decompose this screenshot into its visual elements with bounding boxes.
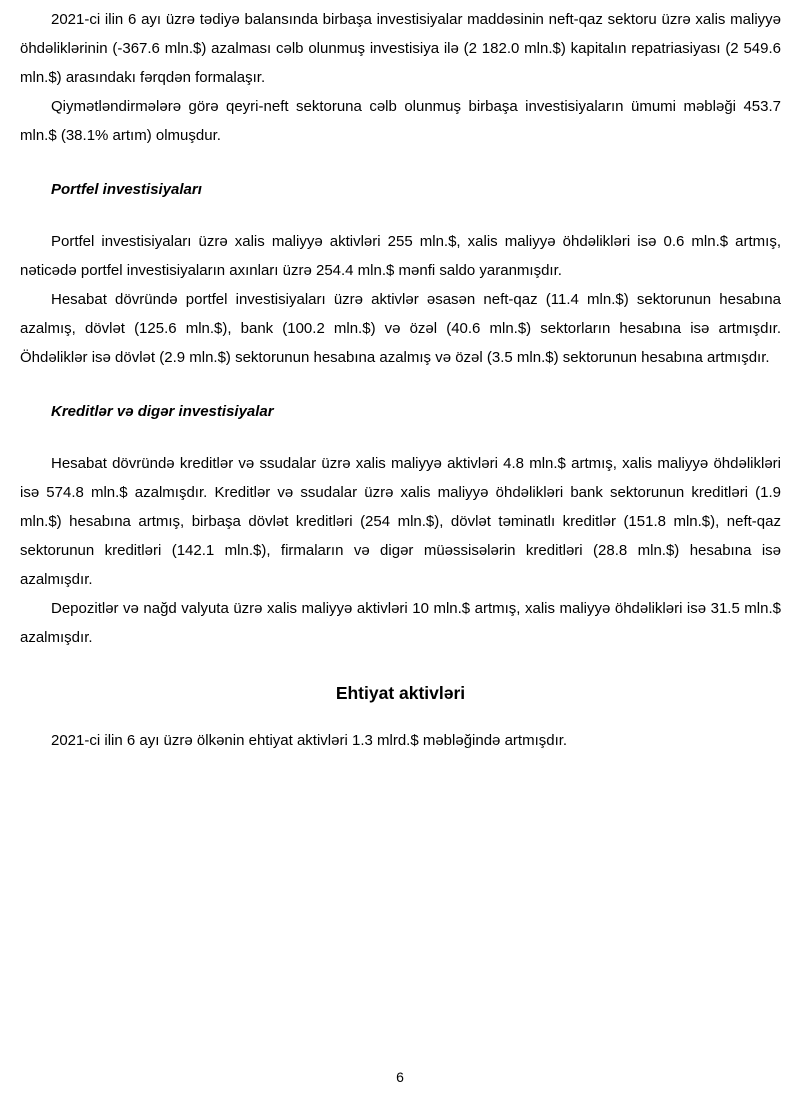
section-heading-kreditler: Kreditlər və digər investisiyalar <box>51 403 274 420</box>
paragraph-nonoil-investment: Qiymətləndirmələrə görə qeyri-neft sektoruna cəlb olunmuş birbaşa investisiyaların ümumi məbləği 453.7 mln.$ (38.1% artım) olmuşdur. <box>20 98 781 144</box>
section-heading-ehtiyat-aktivleri: Ehtiyat aktivləri <box>335 683 466 703</box>
paragraph-credits-loans: Hesabat dövründə kreditlər və ssudalar üzrə xalis maliyyə aktivləri 4.8 mln.$ artmış, xalis maliyyə öhdəlikləri isə 574.8 mln.$ azalmışdır. Kreditlər və ssudalar üzrə xalis maliyyə öhdəlikləri bank sektorunun kreditləri (1.9 mln.$) hesabına artmış, birbaşa dövlət kreditləri (254 mln.$), dövlət təminatlı kreditlər (151.8 mln.$), neft-qaz sektorunun kreditləri (142.1 mln.$), firmaların və digər müəssisələrin kreditləri (28.8 mln.$) hesabına isə azalmışdır. <box>20 455 781 588</box>
paragraph-direct-investment: 2021-ci ilin 6 ayı üzrə tədiyə balansında birbaşa investisiyalar maddəsinin neft-qaz sektoru üzrə xalis maliyyə öhdəliklərinin (-367.6 mln.$) azalması cəlb olunmuş investisiya ilə (2 182.0 mln.$) kapitalın repatriasiyası (2 549.6 mln.$) arasındakı fərqdən formalaşır. <box>20 11 781 86</box>
paragraph-reserve-assets: 2021-ci ilin 6 ayı üzrə ölkənin ehtiyat aktivləri 1.3 mlrd.$ məbləğində artmışdır. <box>51 732 568 749</box>
paragraph-portfolio-balance: Portfel investisiyaları üzrə xalis maliyyə aktivləri 255 mln.$, xalis maliyyə öhdəlikləri isə 0.6 mln.$ artmış, nəticədə portfel investisiyaların axınları üzrə 254.4 mln.$ mənfi saldo yaranmışdır. <box>20 233 781 279</box>
paragraph-deposits-cash: Depozitlər və nağd valyuta üzrə xalis maliyyə aktivləri 10 mln.$ artmış, xalis maliyyə öhdəlikləri isə 31.5 mln.$ azalmışdır. <box>20 600 781 646</box>
section-heading-portfel-investisiyalari: Portfel investisiyaları <box>51 181 202 198</box>
paragraph-portfolio-sectors: Hesabat dövründə portfel investisiyaları üzrə aktivlər əsasən neft-qaz (11.4 mln.$) sektorunun hesabına azalmış, dövlət (125.6 mln.$), bank (100.2 mln.$) və özəl (40.6 mln.$) sektorların hesabına isə artmışdır. Öhdəliklər isə dövlət (2.9 mln.$) sektorunun hesabına azalmış və özəl (3.5 mln.$) sektorunun hesabına artmışdır. <box>20 291 781 366</box>
page-number: 6 <box>396 1069 404 1085</box>
